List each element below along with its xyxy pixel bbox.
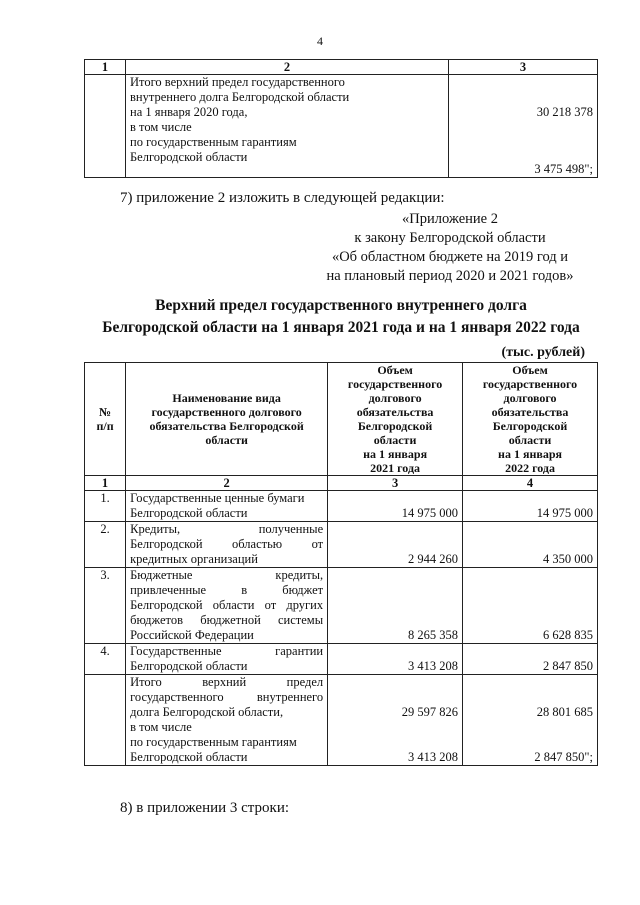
row-name	[126, 491, 328, 522]
row-name	[126, 568, 328, 644]
text-line: внутреннего долга Белгородской области	[130, 90, 350, 104]
text-line: Белгородской области	[130, 150, 248, 164]
header-text: 2022 года	[505, 461, 555, 475]
text-line: Бюджетные кредиты,	[130, 568, 324, 582]
total-name	[126, 675, 328, 766]
header-text: государственного долгового	[151, 405, 302, 419]
appendix-header	[300, 210, 600, 286]
text-line: Российской Федерации	[130, 628, 254, 642]
text-line: Государственные гарантии	[130, 644, 324, 658]
value-2022: 4 350 000	[463, 522, 598, 568]
header-text: долгового	[503, 391, 557, 405]
text-line: по государственным гарантиям	[130, 135, 297, 149]
table-header-row	[85, 60, 598, 75]
text-line: Белгородской области	[130, 750, 248, 764]
value-cell	[449, 75, 598, 178]
text-line: Итого верхний предел государственного	[130, 75, 345, 89]
value-2021: 3 413 208	[328, 644, 463, 675]
text-line: на 1 января 2020 года,	[130, 105, 248, 119]
text-line: Кредиты, полученные	[130, 522, 324, 536]
units-label: (тыс. рублей)	[501, 345, 585, 360]
text-line: бюджетов бюджетной системы	[130, 613, 324, 627]
table-row	[85, 75, 598, 178]
value-2022: 14 975 000	[463, 491, 598, 522]
appendix-line: на плановый период 2020 и 2021 годов»	[326, 268, 574, 284]
guarantees-2021: 3 413 208	[408, 750, 459, 764]
guarantees-value: 3 475 498";	[534, 162, 593, 176]
total-2021-cell	[328, 675, 463, 766]
header-text: области	[205, 433, 248, 447]
section-heading	[84, 295, 598, 339]
debt-limit-table	[84, 362, 598, 766]
text-line: Белгородской области	[130, 659, 248, 673]
header-cell: 1	[85, 60, 126, 75]
guarantees-2022: 2 847 850";	[534, 750, 593, 764]
row-name	[126, 644, 328, 675]
header-text: долгового	[368, 391, 422, 405]
text-line: кредитных организаций	[130, 552, 258, 566]
row-name	[126, 522, 328, 568]
value-2021: 2 944 260	[328, 522, 463, 568]
table-row	[85, 522, 598, 568]
index-cell: 1	[85, 476, 126, 491]
text-line: по государственным гарантиям	[130, 735, 297, 749]
header-num	[85, 363, 126, 476]
empty-cell	[85, 75, 126, 178]
table-header-row	[85, 363, 598, 476]
header-text: государственного	[482, 377, 578, 391]
text-line: привлеченные в бюджет	[130, 583, 324, 597]
header-text: Объем	[377, 363, 413, 377]
text-line: в том числе	[130, 720, 192, 734]
appendix-line: «Об областном бюджете на 2019 год и	[331, 249, 569, 265]
text-line: государственного внутреннего	[130, 690, 324, 704]
total-2022-cell	[463, 675, 598, 766]
header-name	[126, 363, 328, 476]
header-text: №	[99, 405, 112, 419]
paragraph-7: 7) приложение 2 изложить в следующей редакции:	[120, 190, 445, 206]
header-text: 2021 года	[370, 461, 421, 475]
column-index-row	[85, 476, 598, 491]
header-text: п/п	[96, 419, 114, 433]
text-line: Белгородской области	[130, 506, 248, 520]
header-text: Белгородской	[492, 419, 568, 433]
row-number: 1.	[85, 491, 126, 522]
row-number: 2.	[85, 522, 126, 568]
text-line: Итого верхний предел	[130, 675, 324, 689]
header-text: государственного	[347, 377, 443, 391]
value-2022: 6 628 835	[463, 568, 598, 644]
text-line: Белгородской области от других	[130, 598, 324, 612]
appendix-line: к закону Белгородской области	[354, 230, 546, 246]
header-text: обязательства	[356, 405, 434, 419]
index-cell: 3	[328, 476, 463, 491]
heading-line: Белгородской области на 1 января 2021 года и на 1 января 2022 года	[102, 319, 580, 336]
table-row	[85, 644, 598, 675]
header-cell: 2	[126, 60, 449, 75]
header-text: Объем	[512, 363, 548, 377]
index-cell: 2	[126, 476, 328, 491]
paragraph-8: 8) в приложении 3 строки:	[120, 800, 290, 816]
header-cell: 3	[449, 60, 598, 75]
total-2022: 28 801 685	[536, 705, 593, 719]
page-number: 4	[317, 34, 323, 48]
table-row	[85, 568, 598, 644]
header-2022	[463, 363, 598, 476]
appendix-line: «Приложение 2	[402, 211, 498, 227]
header-text: обязательства	[491, 405, 569, 419]
row-number: 4.	[85, 644, 126, 675]
header-2021	[328, 363, 463, 476]
header-text: на 1 января	[363, 447, 428, 461]
table-row	[85, 491, 598, 522]
header-text: Белгородской	[357, 419, 433, 433]
text-line: в том числе	[130, 120, 192, 134]
row-number: 3.	[85, 568, 126, 644]
total-value: 30 218 378	[536, 105, 593, 119]
total-row	[85, 675, 598, 766]
header-text: области	[508, 433, 552, 447]
value-2021: 14 975 000	[328, 491, 463, 522]
header-text: Наименование вида	[172, 391, 281, 405]
total-2021: 29 597 826	[401, 705, 459, 719]
top-continuation-table	[84, 59, 598, 178]
heading-line: Верхний предел государственного внутреннего долга	[155, 297, 527, 314]
total-label-cell	[126, 75, 449, 178]
header-text: на 1 января	[498, 447, 562, 461]
value-2021: 8 265 358	[328, 568, 463, 644]
index-cell: 4	[463, 476, 598, 491]
header-text: обязательства Белгородской	[149, 419, 304, 433]
value-2022: 2 847 850	[463, 644, 598, 675]
text-line: долга Белгородской области,	[130, 705, 284, 719]
header-text: области	[373, 433, 417, 447]
text-line: Белгородской областью от	[130, 537, 324, 551]
empty-cell	[85, 675, 126, 766]
text-line: Государственные ценные бумаги	[130, 491, 305, 505]
